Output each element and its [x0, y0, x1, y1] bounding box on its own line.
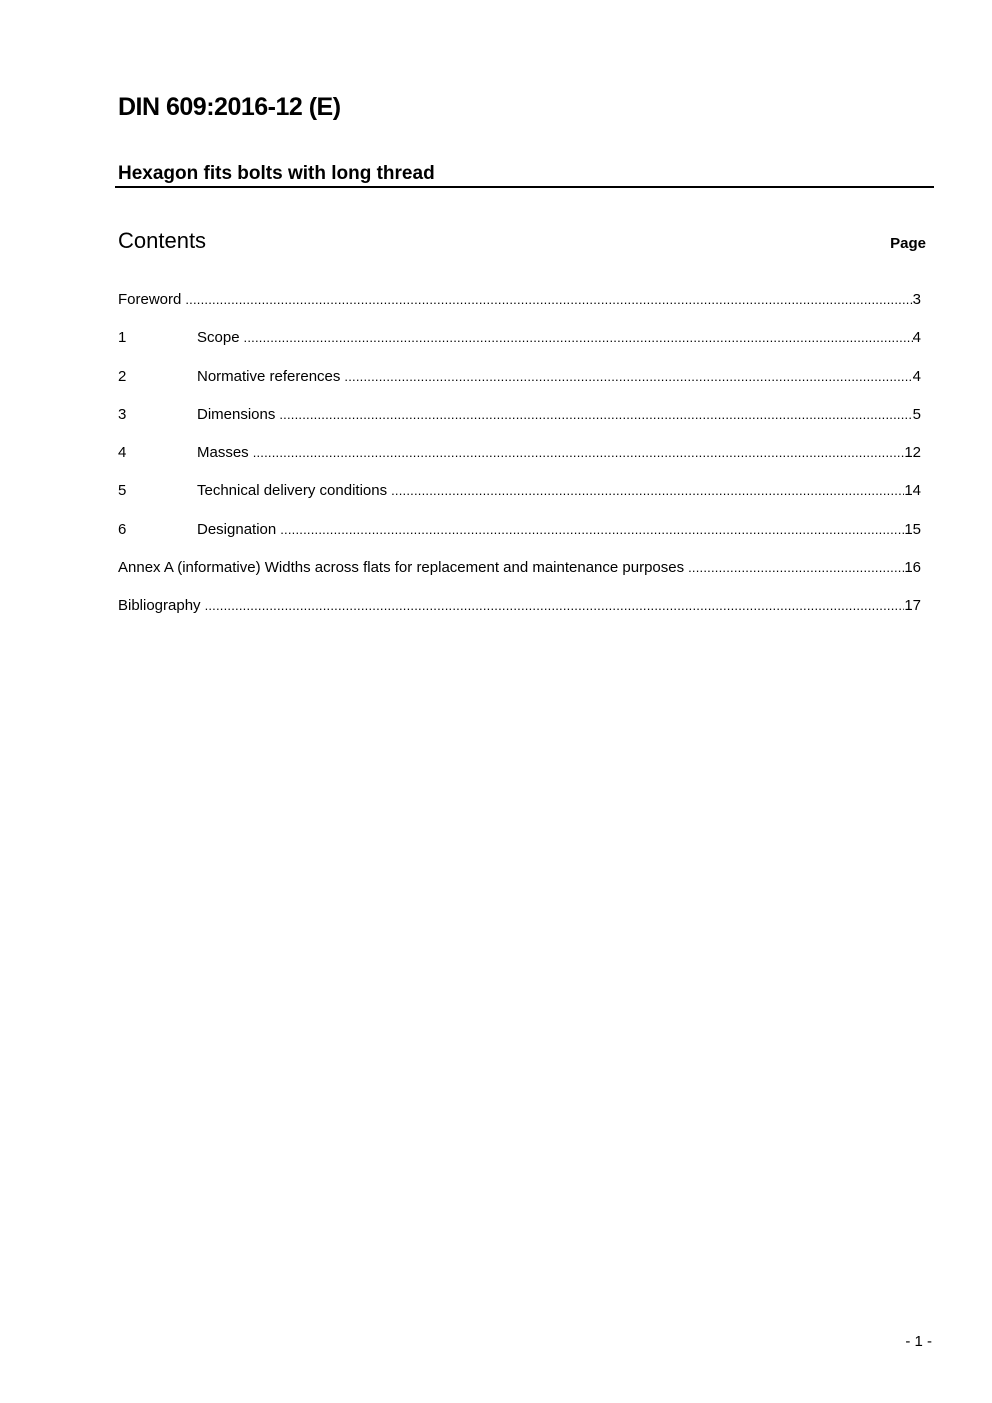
toc-entry-page: 12: [904, 444, 921, 462]
toc-dot-leader: [280, 522, 904, 537]
toc-entry-title: Dimensions: [197, 405, 276, 423]
toc-entry-dimensions[interactable]: [118, 406, 921, 444]
toc-dot-leader: [244, 330, 913, 345]
toc-entry-designation[interactable]: [118, 521, 921, 559]
toc-entry-number: 2: [118, 367, 127, 385]
toc-entry-annex-a[interactable]: [118, 559, 921, 597]
toc-entry-number: 6: [118, 520, 127, 538]
toc-entry-number: 4: [118, 444, 127, 462]
toc-dot-leader: [253, 445, 905, 460]
title-rule: [115, 186, 934, 188]
toc-entry-masses[interactable]: [118, 444, 921, 482]
toc-dot-leader: [688, 560, 904, 575]
toc-dot-leader: [205, 598, 905, 613]
toc-entry-title: Normative references: [197, 367, 341, 385]
toc-dot-leader: [344, 369, 912, 384]
toc-entry-page: 17: [904, 597, 921, 615]
toc-entry-title: Scope: [197, 329, 240, 347]
contents-heading: Contents: [118, 228, 207, 253]
page-number: - 1 -: [905, 1333, 932, 1350]
toc-dot-leader: [391, 483, 904, 498]
table-of-contents: [118, 291, 921, 636]
toc-entry-title: Designation: [197, 520, 277, 538]
toc-entry-scope[interactable]: [118, 329, 921, 367]
document-id: DIN 609:2016-12 (E): [118, 93, 341, 121]
toc-entry-page: 15: [904, 520, 921, 538]
toc-entry-bibliography[interactable]: [118, 597, 921, 635]
toc-entry-title: Technical delivery conditions: [197, 482, 388, 500]
document-subtitle: Hexagon fits bolts with long thread: [118, 163, 435, 184]
toc-entry-normative-references[interactable]: [118, 368, 921, 406]
toc-entry-title: Foreword: [118, 291, 182, 308]
toc-entry-number: 1: [118, 329, 127, 347]
toc-entry-page: 4: [912, 329, 921, 347]
toc-entry-number: 3: [118, 405, 127, 423]
toc-entry-page: 4: [912, 367, 921, 385]
toc-entry-number: 5: [118, 482, 127, 500]
toc-entry-title: Masses: [197, 444, 249, 462]
toc-entry-page: 16: [904, 559, 921, 577]
toc-entry-title: Annex A (informative) Widths across flats for replacement and maintenance purposes: [118, 559, 685, 577]
toc-entry-technical-delivery-conditions[interactable]: [118, 482, 921, 520]
toc-entry-foreword[interactable]: [118, 291, 921, 329]
page-column-label: Page: [890, 235, 926, 252]
toc-dot-leader: [279, 407, 912, 422]
toc-entry-page: 5: [912, 405, 921, 423]
toc-entry-page: 14: [904, 482, 921, 500]
toc-entry-page: 3: [912, 291, 921, 308]
toc-dot-leader: [185, 292, 912, 307]
toc-entry-title: Bibliography: [118, 597, 201, 615]
